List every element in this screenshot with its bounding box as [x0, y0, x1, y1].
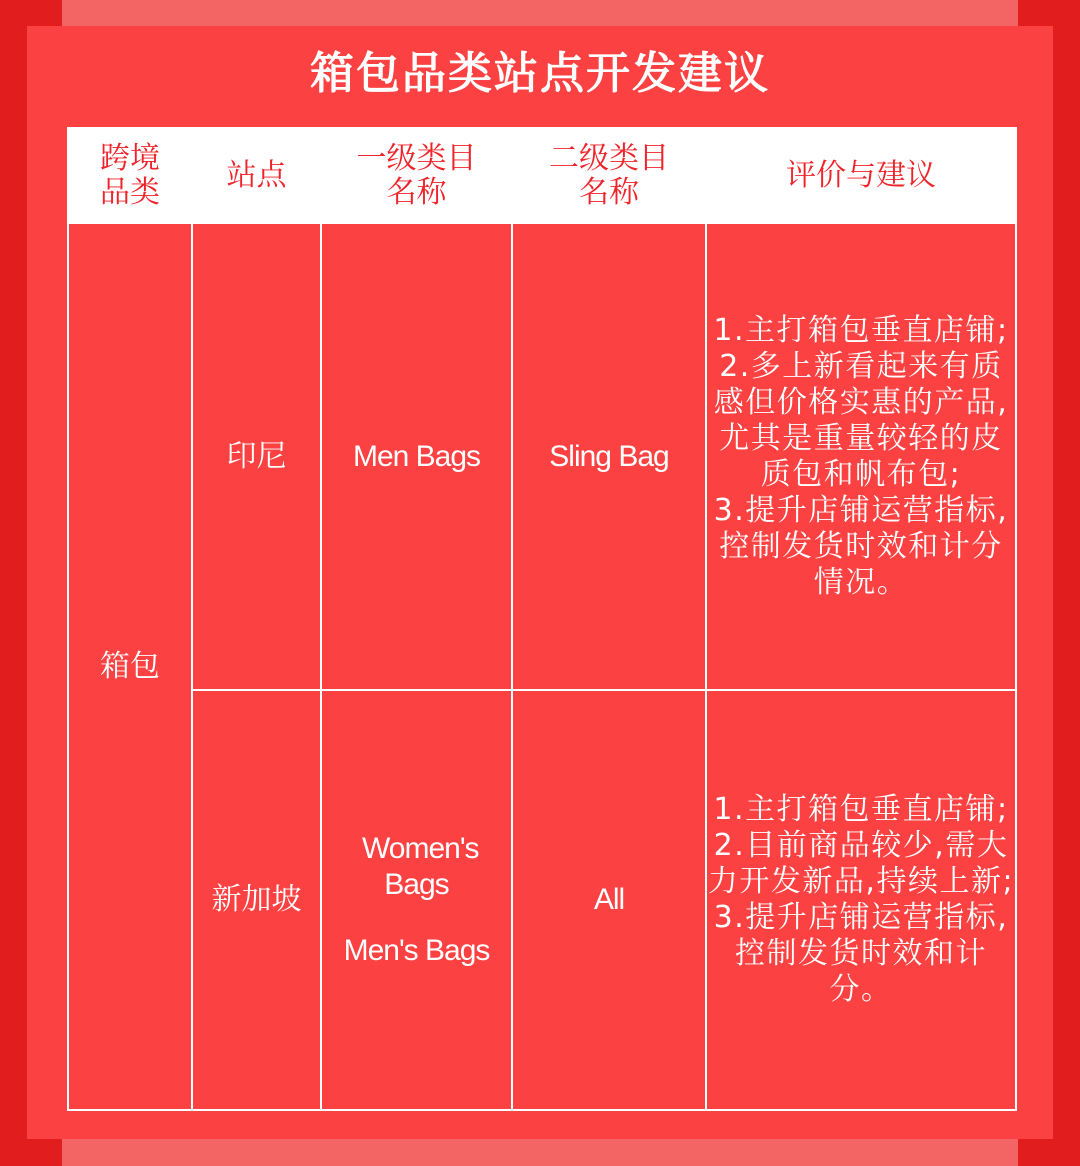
evaluation-point: 2.多上新看起来有质感但价格实惠的产品,尤其是重量较轻的皮质包和帆布包; [713, 348, 1009, 492]
header-level2 [512, 128, 706, 223]
evaluation-cell [706, 690, 1016, 1110]
level1-item: Women's Bags [362, 832, 479, 901]
header-level1-line-2: 名称 [386, 174, 447, 210]
evaluation-cell [706, 223, 1016, 690]
header-category-line-2: 品类 [100, 174, 160, 210]
level1-item: Men's Bags [343, 934, 490, 967]
evaluation-point: 1.主打箱包垂直店铺; [713, 792, 1009, 827]
recommendation-table [67, 127, 1017, 1111]
category-cell: 箱包 [68, 223, 192, 1110]
site-cell: 印尼 [192, 223, 321, 690]
evaluation-point: 1.主打箱包垂直店铺; [713, 312, 1009, 348]
header-category [68, 128, 192, 223]
header-site: 站点 [192, 128, 321, 223]
bottom-decoration-strip [62, 1139, 1018, 1166]
header-level1-line-1: 一级类目 [356, 140, 477, 176]
table-row [68, 690, 1016, 1110]
table-row [68, 223, 1016, 690]
evaluation-point: 3.提升店铺运营指标,控制发货时效和计分。 [713, 900, 1009, 1007]
evaluation-point: 2.目前商品较少,需大力开发新品,持续上新; [707, 828, 1015, 899]
header-evaluation: 评价与建议 [706, 128, 1016, 223]
header-level1 [321, 128, 512, 223]
site-cell: 新加坡 [192, 690, 321, 1110]
top-decoration-strip [62, 0, 1018, 26]
level2-cell: Sling Bag [512, 223, 706, 690]
page-title: 箱包品类站点开发建议 [310, 48, 770, 99]
table-header-row [68, 128, 1016, 223]
level2-cell: All [512, 690, 706, 1110]
header-category-line-1: 跨境 [100, 140, 160, 176]
level1-cell: Men Bags [321, 223, 512, 690]
header-level2-line-1: 二级类目 [549, 140, 669, 176]
level1-cell [321, 690, 512, 1110]
evaluation-point: 3.提升店铺运营指标,控制发货时效和计分情况。 [713, 492, 1009, 600]
header-level2-line-2: 名称 [579, 174, 639, 210]
